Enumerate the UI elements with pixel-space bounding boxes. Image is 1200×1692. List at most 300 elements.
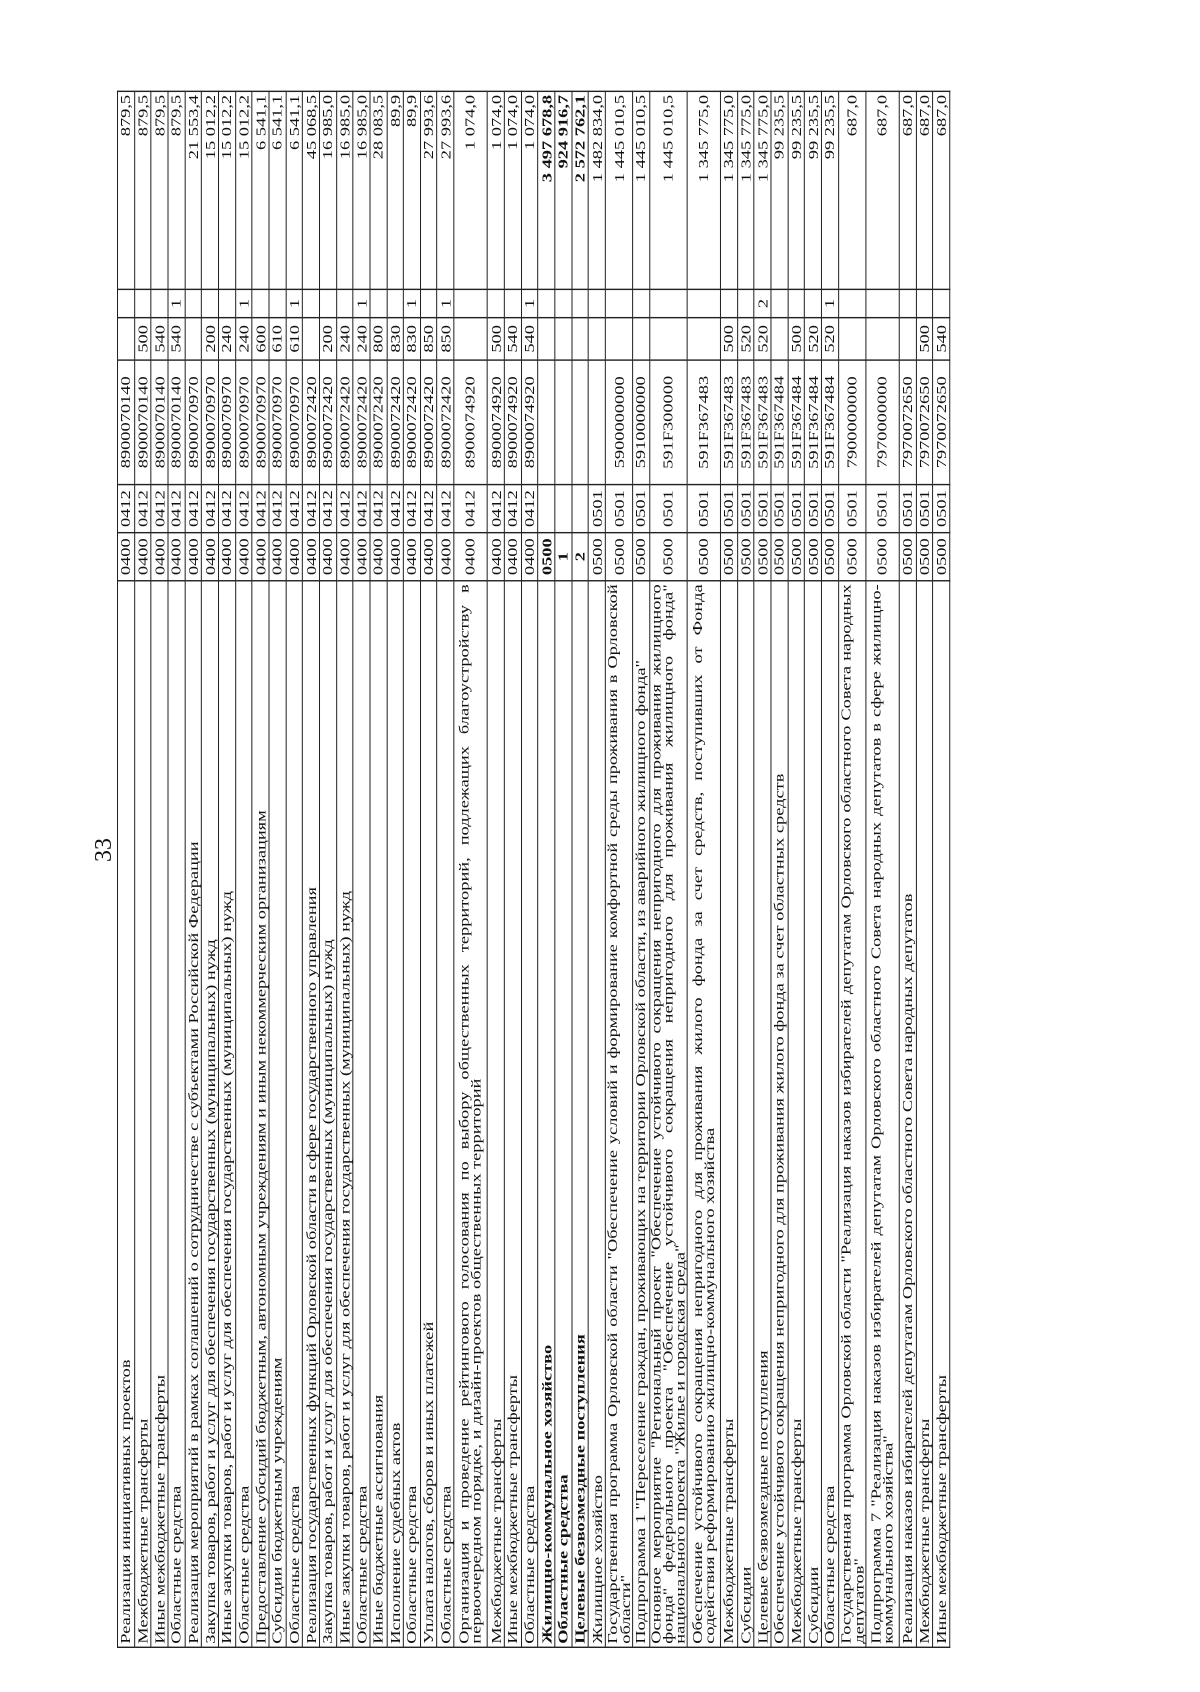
- target-article-code: 8900074920: [454, 360, 488, 484]
- section-code: 0500: [721, 533, 738, 581]
- expense-type-code: 600: [252, 318, 269, 360]
- funding-source-code: 1: [821, 289, 838, 317]
- subsection-code: 0412: [151, 485, 168, 533]
- amount: 1 074,0: [504, 91, 521, 289]
- row-name: Закупка товаров, работ и услуг для обеспечения государственных (муниципальных) нужд: [319, 581, 336, 1648]
- amount: 879,5: [168, 91, 185, 289]
- expense-type-code: 500: [721, 318, 738, 360]
- row-name: Жилищно-коммунальное хозяйство: [538, 581, 555, 1648]
- section-code: 0400: [336, 533, 353, 581]
- funding-source-code: [838, 289, 865, 317]
- table-row: [771, 91, 788, 1647]
- funding-source-code: [202, 289, 219, 317]
- row-name: Межбюджетные трансферты: [488, 581, 505, 1648]
- table-row: [933, 91, 950, 1647]
- row-name: Исполнение судебных актов: [387, 581, 404, 1648]
- amount: 879,5: [118, 91, 135, 289]
- row-name: Областные средства: [521, 581, 538, 1648]
- section-code: 0400: [504, 533, 521, 581]
- row-name: Субсидии бюджетным учреждениям: [269, 581, 286, 1648]
- funding-source-code: [899, 289, 916, 317]
- subsection-code: 0412: [336, 485, 353, 533]
- section-code: 0500: [933, 533, 950, 581]
- table-row: [488, 91, 505, 1647]
- subsection-code: [555, 485, 572, 533]
- amount: 89,9: [403, 91, 420, 289]
- amount: 1 445 010,5: [633, 91, 650, 289]
- subsection-code: 0501: [589, 485, 606, 533]
- section-code: 1: [555, 533, 572, 581]
- funding-source-code: [303, 289, 320, 317]
- funding-source-code: [687, 289, 721, 317]
- subsection-code: 0501: [754, 485, 771, 533]
- subsection-code: 0501: [788, 485, 805, 533]
- target-article-code: 8900072420: [370, 360, 387, 484]
- table-row: [134, 91, 151, 1647]
- section-code: 0500: [687, 533, 721, 581]
- expense-type-code: 850: [437, 318, 454, 360]
- target-article-code: [572, 360, 589, 484]
- expense-type-code: 610: [269, 318, 286, 360]
- section-code: 0400: [134, 533, 151, 581]
- target-article-code: 8900072420: [353, 360, 370, 484]
- section-code: 0500: [821, 533, 838, 581]
- expense-type-code: [555, 318, 572, 360]
- subsection-code: 0412: [403, 485, 420, 533]
- table-row: [572, 91, 589, 1647]
- table-row: [319, 91, 336, 1647]
- subsection-code: 0501: [899, 485, 916, 533]
- row-name: Реализация инициативных проектов: [118, 581, 135, 1648]
- funding-source-code: [572, 289, 589, 317]
- row-name: Целевые безвозмездные поступления: [572, 581, 589, 1648]
- row-name: Иные закупки товаров, работ и услуг для обеспечения государственных (муниципальных) нужд: [336, 581, 353, 1648]
- funding-source-code: [633, 289, 650, 317]
- expense-type-code: 520: [737, 318, 754, 360]
- funding-source-code: [488, 289, 505, 317]
- subsection-code: 0501: [649, 485, 686, 533]
- subsection-code: 0412: [387, 485, 404, 533]
- target-article-code: 8900074920: [488, 360, 505, 484]
- target-article-code: 8900072420: [387, 360, 404, 484]
- row-name: Областные средства: [403, 581, 420, 1648]
- table-row: [555, 91, 572, 1647]
- amount: 1 445 010,5: [649, 91, 686, 289]
- target-article-code: 5910000000: [633, 360, 650, 484]
- subsection-code: 0412: [504, 485, 521, 533]
- row-name: Областные средства: [437, 581, 454, 1648]
- section-code: 0400: [151, 533, 168, 581]
- amount: 1 482 834,0: [589, 91, 606, 289]
- funding-source-code: [336, 289, 353, 317]
- row-name: Уплата налогов, сборов и иных платежей: [420, 581, 437, 1648]
- section-code: 0500: [633, 533, 650, 581]
- target-article-code: 5900000000: [605, 360, 632, 484]
- table-row: [821, 91, 838, 1647]
- table-row: [687, 91, 721, 1647]
- amount: 6 541,1: [252, 91, 269, 289]
- subsection-code: 0501: [916, 485, 933, 533]
- expense-type-code: [687, 318, 721, 360]
- amount: 89,9: [387, 91, 404, 289]
- funding-source-code: [771, 289, 788, 317]
- row-name: Государственная программа Орловской области "Реализация наказов избирателей депутатам Орловского областного Совета народных депутатов": [838, 581, 865, 1648]
- amount: 1 445 010,5: [605, 91, 632, 289]
- row-name: Иные межбюджетные трансферты: [151, 581, 168, 1648]
- target-article-code: 8900070970: [252, 360, 269, 484]
- section-code: 0500: [805, 533, 822, 581]
- table-row: [235, 91, 252, 1647]
- target-article-code: 8900070140: [168, 360, 185, 484]
- row-name: Иные межбюджетные трансферты: [933, 581, 950, 1648]
- table-row: [202, 91, 219, 1647]
- expense-type-code: 240: [235, 318, 252, 360]
- table-row: [504, 91, 521, 1647]
- row-name: Государственная программа Орловской области "Обеспечение условий и формирование комфортной среды проживания в Орловской области": [605, 581, 632, 1648]
- expense-type-code: 240: [218, 318, 235, 360]
- expense-type-code: [633, 318, 650, 360]
- section-code: 0500: [838, 533, 865, 581]
- section-code: 0400: [488, 533, 505, 581]
- row-name: Межбюджетные трансферты: [916, 581, 933, 1648]
- funding-source-code: 1: [353, 289, 370, 317]
- table-row: [866, 91, 900, 1647]
- table-row: [303, 91, 320, 1647]
- target-article-code: 591F367483: [754, 360, 771, 484]
- row-name: Областные средства: [821, 581, 838, 1648]
- row-name: Подпрограмма 1 "Переселение граждан, проживающих на территории Орловской области, из аварийного жилищного фонда": [633, 581, 650, 1648]
- section-code: 0400: [437, 533, 454, 581]
- expense-type-code: 520: [821, 318, 838, 360]
- section-code: 0400: [370, 533, 387, 581]
- expense-type-code: [572, 318, 589, 360]
- expense-type-code: [118, 318, 135, 360]
- section-code: 0400: [319, 533, 336, 581]
- amount: 99 235,5: [788, 91, 805, 289]
- amount: 879,5: [151, 91, 168, 289]
- amount: 28 083,5: [370, 91, 387, 289]
- target-article-code: 8900072420: [336, 360, 353, 484]
- table-row: [151, 91, 168, 1647]
- amount: 99 235,5: [771, 91, 788, 289]
- section-code: 0400: [118, 533, 135, 581]
- section-code: 0400: [454, 533, 488, 581]
- funding-source-code: [151, 289, 168, 317]
- expense-type-code: 500: [916, 318, 933, 360]
- target-article-code: 7900000000: [838, 360, 865, 484]
- expense-type-code: 540: [151, 318, 168, 360]
- row-name: Межбюджетные трансферты: [134, 581, 151, 1648]
- table-row: [403, 91, 420, 1647]
- table-row: [633, 91, 650, 1647]
- funding-source-code: 1: [235, 289, 252, 317]
- subsection-code: 0501: [737, 485, 754, 533]
- expense-type-code: [771, 318, 788, 360]
- expense-type-code: 850: [420, 318, 437, 360]
- section-code: 0500: [589, 533, 606, 581]
- funding-source-code: 1: [286, 289, 303, 317]
- expense-type-code: 520: [805, 318, 822, 360]
- subsection-code: 0501: [687, 485, 721, 533]
- target-article-code: 8900072420: [303, 360, 320, 484]
- table-row: [420, 91, 437, 1647]
- expense-type-code: 500: [788, 318, 805, 360]
- section-code: 0400: [303, 533, 320, 581]
- target-article-code: 591F367483: [737, 360, 754, 484]
- amount: 1 345 775,0: [754, 91, 771, 289]
- row-name: Областные средства: [555, 581, 572, 1648]
- section-code: 0400: [521, 533, 538, 581]
- row-name: Реализация государственных функций Орловской области в сфере государственного управления: [303, 581, 320, 1648]
- section-code: 0400: [185, 533, 202, 581]
- funding-source-code: [134, 289, 151, 317]
- funding-source-code: [454, 289, 488, 317]
- subsection-code: 0501: [838, 485, 865, 533]
- target-article-code: 7970072650: [899, 360, 916, 484]
- amount: 15 012,2: [235, 91, 252, 289]
- target-article-code: 8900072420: [437, 360, 454, 484]
- amount: 6 541,1: [269, 91, 286, 289]
- amount: 1 074,0: [521, 91, 538, 289]
- section-code: 2: [572, 533, 589, 581]
- subsection-code: 0412: [353, 485, 370, 533]
- expense-type-code: [838, 318, 865, 360]
- subsection-code: 0501: [721, 485, 738, 533]
- table-row: [521, 91, 538, 1647]
- funding-source-code: [866, 289, 900, 317]
- target-article-code: 591F367484: [821, 360, 838, 484]
- subsection-code: 0501: [933, 485, 950, 533]
- expense-type-code: [605, 318, 632, 360]
- table-row: [269, 91, 286, 1647]
- subsection-code: 0501: [866, 485, 900, 533]
- amount: 687,0: [866, 91, 900, 289]
- section-code: 0400: [252, 533, 269, 581]
- subsection-code: 0412: [303, 485, 320, 533]
- expense-type-code: 500: [134, 318, 151, 360]
- row-name: Иные закупки товаров, работ и услуг для обеспечения государственных (муниципальных) нужд: [218, 581, 235, 1648]
- amount: 6 541,1: [286, 91, 303, 289]
- table-row: [168, 91, 185, 1647]
- row-name: Жилищное хозяйство: [589, 581, 606, 1648]
- expense-type-code: 520: [754, 318, 771, 360]
- table-row: [454, 91, 488, 1647]
- target-article-code: [538, 360, 555, 484]
- section-code: 0500: [754, 533, 771, 581]
- row-name: Областные средства: [286, 581, 303, 1648]
- subsection-code: 0412: [319, 485, 336, 533]
- target-article-code: 8900070140: [134, 360, 151, 484]
- table-row: [286, 91, 303, 1647]
- subsection-code: 0412: [134, 485, 151, 533]
- section-code: 0500: [538, 533, 555, 581]
- amount: 3 497 678,8: [538, 91, 555, 289]
- expense-type-code: 540: [504, 318, 521, 360]
- row-name: Субсидии: [805, 581, 822, 1648]
- table-row: [805, 91, 822, 1647]
- subsection-code: 0412: [370, 485, 387, 533]
- amount: 16 985,0: [336, 91, 353, 289]
- row-name: Обеспечение устойчивого сокращения непригодного для проживания жилого фонда за счет областных средств: [771, 581, 788, 1648]
- target-article-code: 591F367483: [721, 360, 738, 484]
- funding-source-code: [370, 289, 387, 317]
- amount: 15 012,2: [218, 91, 235, 289]
- table-row: [538, 91, 555, 1647]
- expense-type-code: 240: [336, 318, 353, 360]
- funding-source-code: [788, 289, 805, 317]
- section-code: 0500: [788, 533, 805, 581]
- amount: 27 993,6: [420, 91, 437, 289]
- row-name: Областные средства: [168, 581, 185, 1648]
- expense-type-code: 200: [202, 318, 219, 360]
- subsection-code: 0412: [118, 485, 135, 533]
- funding-source-code: [737, 289, 754, 317]
- funding-source-code: [185, 289, 202, 317]
- section-code: 0400: [420, 533, 437, 581]
- target-article-code: 8900074920: [504, 360, 521, 484]
- funding-source-code: [589, 289, 606, 317]
- row-name: Иные бюджетные ассигнования: [370, 581, 387, 1648]
- section-code: 0400: [218, 533, 235, 581]
- row-name: Подпрограмма 7 "Реализация наказов избирателей депутатам Орловского областного Совета народных депутатов в сфере жилищно-коммунального хозяйства": [866, 581, 900, 1648]
- target-article-code: 8900070140: [118, 360, 135, 484]
- row-name: Реализация мероприятий в рамках соглашений о сотрудничестве с субъектами Российской Федерации: [185, 581, 202, 1648]
- amount: 687,0: [916, 91, 933, 289]
- target-article-code: 8900070970: [286, 360, 303, 484]
- amount: 687,0: [838, 91, 865, 289]
- target-article-code: 591F367483: [687, 360, 721, 484]
- row-name: Областные средства: [353, 581, 370, 1648]
- amount: 21 553,4: [185, 91, 202, 289]
- funding-source-code: [555, 289, 572, 317]
- subsection-code: [572, 485, 589, 533]
- expense-type-code: [185, 318, 202, 360]
- target-article-code: 8900072420: [403, 360, 420, 484]
- row-name: Реализация наказов избирателей депутатам Орловского областного Совета народных депутатов: [899, 581, 916, 1648]
- funding-source-code: 2: [754, 289, 771, 317]
- funding-source-code: 1: [168, 289, 185, 317]
- funding-source-code: 1: [437, 289, 454, 317]
- expense-type-code: 830: [387, 318, 404, 360]
- expense-type-code: 500: [488, 318, 505, 360]
- target-article-code: 8900072420: [319, 360, 336, 484]
- amount: 924 916,7: [555, 91, 572, 289]
- subsection-code: 0412: [437, 485, 454, 533]
- expense-type-code: [866, 318, 900, 360]
- expense-type-code: 240: [353, 318, 370, 360]
- section-code: 0500: [899, 533, 916, 581]
- target-article-code: 8900070970: [185, 360, 202, 484]
- expense-type-code: [589, 318, 606, 360]
- table-row: [437, 91, 454, 1647]
- funding-source-code: 1: [403, 289, 420, 317]
- row-name: Предоставление субсидий бюджетным, автономным учреждениям и иным некоммерческим организациям: [252, 581, 269, 1648]
- table-row: [218, 91, 235, 1647]
- subsection-code: 0501: [605, 485, 632, 533]
- funding-source-code: [504, 289, 521, 317]
- amount: 27 993,6: [437, 91, 454, 289]
- funding-source-code: [252, 289, 269, 317]
- table-row: [336, 91, 353, 1647]
- funding-source-code: [721, 289, 738, 317]
- table-row: [252, 91, 269, 1647]
- row-name: Обеспечение устойчивого сокращения непригодного для проживания жилого фонда за счет средств, поступивших от Фонда содействия реформированию жилищно-коммунального хозяйства: [687, 581, 721, 1648]
- expense-type-code: [538, 318, 555, 360]
- table-row: [737, 91, 754, 1647]
- subsection-code: 0412: [185, 485, 202, 533]
- subsection-code: 0412: [168, 485, 185, 533]
- row-name: Основное мероприятие "Региональный проект "Обеспечение устойчивого сокращения непригодного для проживания жилищного фонда" федерального проекта "Обеспечение устойчивого сокращения непригодного для проживания жилищного фонда" национального проекта "Жилье и городская среда": [649, 581, 686, 1648]
- amount: 687,0: [899, 91, 916, 289]
- funding-source-code: 1: [521, 289, 538, 317]
- funding-source-code: [916, 289, 933, 317]
- expense-type-code: [454, 318, 488, 360]
- funding-source-code: [269, 289, 286, 317]
- target-article-code: 8900070140: [151, 360, 168, 484]
- target-article-code: 591F367484: [771, 360, 788, 484]
- amount: 99 235,5: [821, 91, 838, 289]
- funding-source-code: [218, 289, 235, 317]
- funding-source-code: [387, 289, 404, 317]
- target-article-code: 8900070970: [235, 360, 252, 484]
- section-code: 0500: [649, 533, 686, 581]
- subsection-code: [538, 485, 555, 533]
- section-code: 0400: [286, 533, 303, 581]
- subsection-code: 0412: [521, 485, 538, 533]
- subsection-code: 0501: [633, 485, 650, 533]
- row-name: Закупка товаров, работ и услуг для обеспечения государственных (муниципальных) нужд: [202, 581, 219, 1648]
- table-row: [899, 91, 916, 1647]
- amount: 1 345 775,0: [687, 91, 721, 289]
- table-row: [721, 91, 738, 1647]
- expense-type-code: 830: [403, 318, 420, 360]
- amount: 16 985,0: [353, 91, 370, 289]
- budget-table: [117, 91, 950, 1648]
- funding-source-code: [933, 289, 950, 317]
- subsection-code: 0412: [252, 485, 269, 533]
- table-row: [589, 91, 606, 1647]
- section-code: 0400: [387, 533, 404, 581]
- amount: 16 985,0: [319, 91, 336, 289]
- table-row: [788, 91, 805, 1647]
- table-row: [605, 91, 632, 1647]
- target-article-code: 8900070970: [269, 360, 286, 484]
- expense-type-code: 200: [319, 318, 336, 360]
- section-code: 0500: [605, 533, 632, 581]
- funding-source-code: [605, 289, 632, 317]
- row-name: Иные межбюджетные трансферты: [504, 581, 521, 1648]
- funding-source-code: [319, 289, 336, 317]
- section-code: 0400: [269, 533, 286, 581]
- target-article-code: 8900072420: [420, 360, 437, 484]
- expense-type-code: 540: [168, 318, 185, 360]
- expense-type-code: 540: [521, 318, 538, 360]
- amount: 45 068,5: [303, 91, 320, 289]
- subsection-code: 0412: [218, 485, 235, 533]
- expense-type-code: [649, 318, 686, 360]
- funding-source-code: [805, 289, 822, 317]
- section-code: 0500: [771, 533, 788, 581]
- section-code: 0400: [202, 533, 219, 581]
- subsection-code: 0412: [488, 485, 505, 533]
- amount: 15 012,2: [202, 91, 219, 289]
- section-code: 0400: [353, 533, 370, 581]
- section-code: 0400: [168, 533, 185, 581]
- target-article-code: 8900070970: [218, 360, 235, 484]
- subsection-code: 0412: [202, 485, 219, 533]
- section-code: 0500: [737, 533, 754, 581]
- funding-source-code: [649, 289, 686, 317]
